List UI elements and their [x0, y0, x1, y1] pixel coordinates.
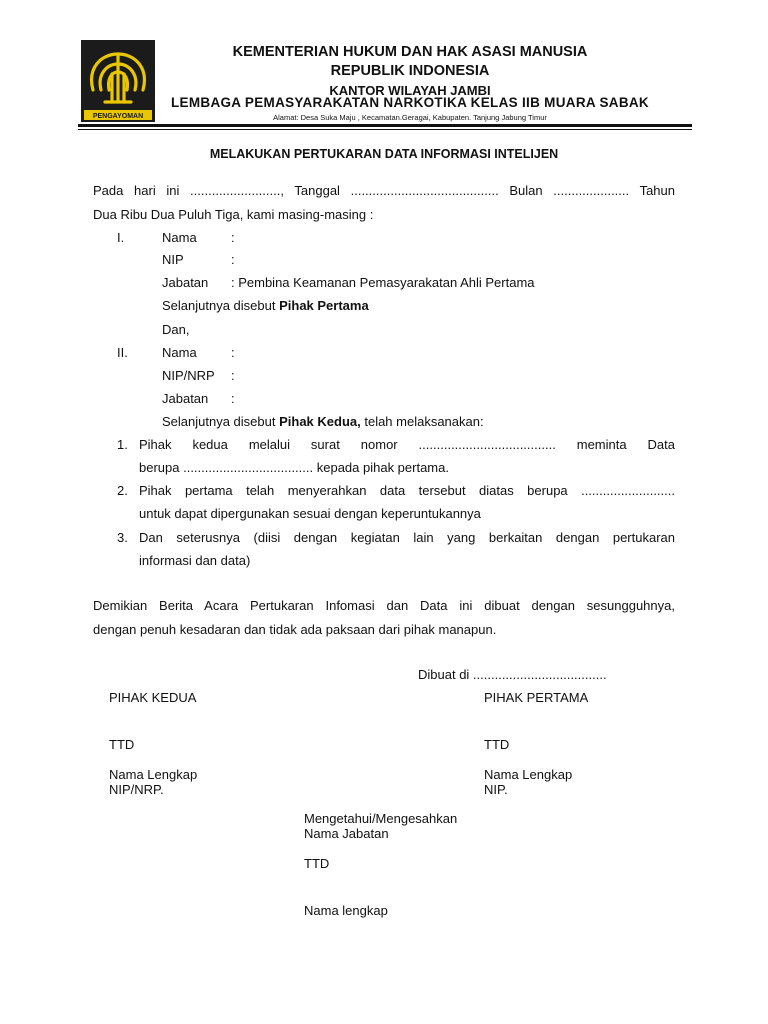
item-3-line-1: Dan seterusnya (diisi dengan kegiatan lain yang berkaitan dengan pertukaran — [139, 530, 675, 545]
item-2-line-2: untuk dapat dipergunakan sesuai dengan keperuntukannya — [139, 506, 481, 521]
pengayoman-emblem-icon — [81, 40, 155, 122]
item-3-number: 3. — [117, 530, 128, 545]
party2-numeral: II. — [117, 345, 128, 360]
item-1-line-1: Pihak kedua melalui surat nomor ...................................... meminta Data — [139, 437, 675, 452]
right-signer-name: Nama Lengkap — [484, 767, 573, 782]
header-rule-thin — [78, 129, 692, 130]
header-office: KANTOR WILAYAH JAMBI — [329, 83, 491, 98]
center-signer-jabatan: Nama Jabatan — [304, 826, 389, 841]
right-signer-ttd: TTD — [484, 737, 510, 752]
item-1-number: 1. — [117, 437, 128, 452]
party1-nama-label: Nama — [162, 230, 197, 245]
left-signer-role: PIHAK KEDUA — [109, 690, 197, 705]
header-institution: LEMBAGA PEMASYARAKATAN NARKOTIKA KELAS IIB MUARA SABAK — [171, 95, 649, 110]
logo-label: PENGAYOMAN — [92, 113, 144, 120]
party1-nip-colon: : — [231, 252, 235, 267]
intro-line-1: Pada hari ini ........................., Tanggal ......................................... Bulan ..................... Tahun — [93, 183, 675, 198]
right-signer-id: NIP. — [484, 782, 508, 797]
item-1-line-2: berupa .................................... kepada pihak pertama. — [139, 460, 449, 475]
center-signer-ttd: TTD — [304, 856, 330, 871]
header-ministry: KEMENTERIAN HUKUM DAN HAK ASASI MANUSIA — [232, 44, 588, 60]
party2-nip-colon: : — [231, 368, 235, 383]
party2-nama-label: Nama — [162, 345, 197, 360]
center-signer-role: Mengetahui/Mengesahkan — [304, 811, 458, 826]
party1-ref-name: Pihak Pertama — [279, 298, 369, 313]
party2-nip-label: NIP/NRP — [162, 368, 215, 383]
closing-line-2: dengan penuh kesadaran dan tidak ada paksaan dari pihak manapun. — [93, 622, 497, 637]
party1-reference — [162, 297, 369, 314]
party2-reference — [162, 413, 484, 430]
logo — [81, 40, 155, 122]
closing-line-1: Demikian Berita Acara Pertukaran Infomasi dan Data ini dibuat dengan sesungguhnya, — [93, 598, 675, 613]
party2-nama-colon: : — [231, 345, 235, 360]
party2-jabatan-label: Jabatan — [162, 391, 209, 406]
left-signer-ttd: TTD — [109, 737, 135, 752]
document-title: MELAKUKAN PERTUKARAN DATA INFORMASI INTELIJEN — [209, 147, 559, 161]
header-country: REPUBLIK INDONESIA — [330, 63, 490, 79]
left-signer-name: Nama Lengkap — [109, 767, 198, 782]
center-signer-name: Nama lengkap — [304, 903, 388, 918]
right-signer-role: PIHAK PERTAMA — [484, 690, 589, 705]
party1-nama-colon: : — [231, 230, 235, 245]
party2-ref-prefix: Selanjutnya disebut — [162, 414, 280, 429]
party1-jabatan-value: : Pembina Keamanan Pemasyarakatan Ahli Pertama — [231, 275, 535, 290]
party2-jabatan-colon: : — [231, 391, 235, 406]
party2-ref-name: Pihak Kedua, — [279, 414, 361, 429]
intro-line-2: Dua Ribu Dua Puluh Tiga, kami masing-masing : — [93, 207, 374, 222]
party1-nip-label: NIP — [162, 252, 184, 267]
item-2-line-1: Pihak pertama telah menyerahkan data tersebut diatas berupa .......................... — [139, 483, 675, 498]
item-3-line-2: informasi dan data) — [139, 553, 251, 568]
left-signer-id: NIP/NRP. — [109, 782, 164, 797]
header-rule-thick — [78, 124, 692, 127]
header-address: Alamat: Desa Suka Maju , Kecamatan.Geragai, Kabupaten. Tanjung Jabung Timur — [273, 113, 547, 122]
party1-numeral: I. — [117, 230, 125, 245]
dibuat-di: Dibuat di ..................................... — [418, 667, 607, 682]
item-2-number: 2. — [117, 483, 128, 498]
party2-ref-suffix: telah melaksanakan: — [360, 414, 484, 429]
party1-ref-prefix: Selanjutnya disebut — [162, 298, 280, 313]
party1-dan: Dan, — [162, 322, 190, 337]
party1-jabatan-label: Jabatan — [162, 275, 209, 290]
